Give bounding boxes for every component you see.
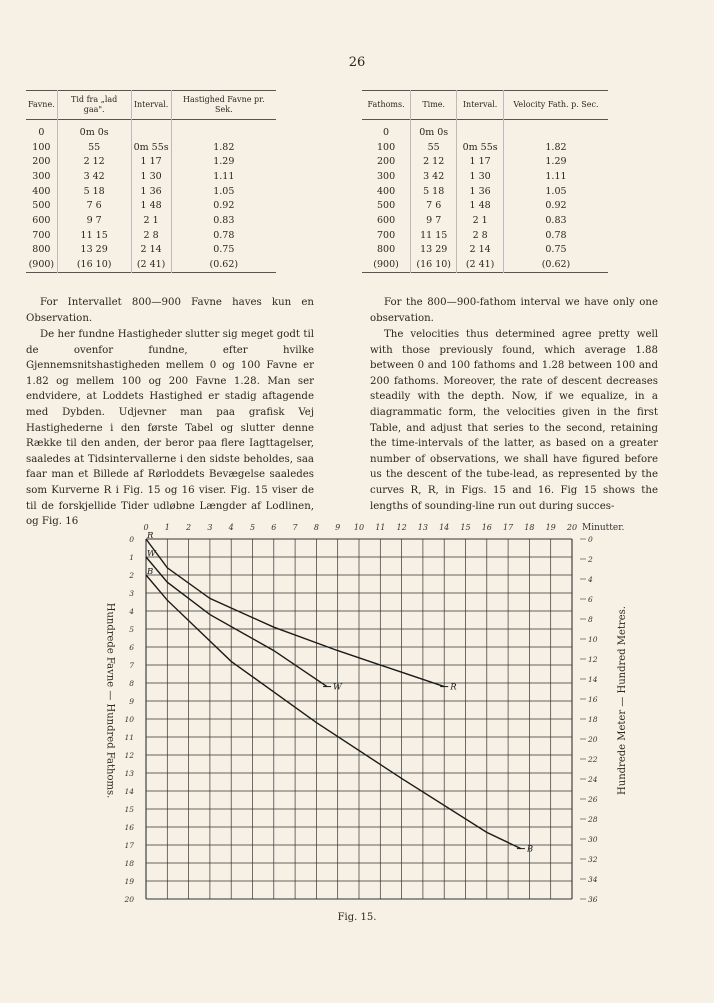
table-cell: 1.29 [171, 154, 276, 169]
table-cell: 0.78 [503, 228, 608, 243]
table-cell: 13 29 [411, 243, 457, 258]
table-cell: 0.92 [171, 198, 276, 213]
table-cell: (2 41) [457, 257, 504, 272]
table-cell: 2 12 [411, 154, 457, 169]
table-cell: 13 29 [57, 243, 131, 258]
y-right-tick-label: 2 [588, 555, 593, 564]
y-right-tick-label: 30 [588, 835, 598, 844]
y-axis-label-left: Hundrede Favne — Hundred Fathoms. [104, 602, 116, 798]
table-cell: 700 [32, 229, 51, 241]
x-tick-label: 1 [164, 523, 170, 532]
y-left-tick-label: 15 [124, 805, 134, 814]
table-cell: 2 1 [131, 213, 171, 228]
x-tick-label: 19 [545, 523, 556, 532]
column-header: Favne. [28, 100, 55, 109]
table-cell: 800 [32, 244, 51, 256]
y-axis-label-right: Hundrede Meter — Hundred Metres. [616, 605, 628, 795]
y-right-tick-label: 32 [588, 855, 598, 864]
y-left-tick-label: 1 [129, 553, 134, 562]
x-tick-label: 6 [271, 523, 277, 532]
table-cell: 2 8 [131, 228, 171, 243]
table-cell: (900) [28, 259, 55, 271]
table-cell: 1 36 [457, 184, 504, 199]
table-cell: 600 [376, 214, 396, 226]
table-cell: 1.11 [503, 169, 608, 184]
table-cell: 1 17 [457, 154, 504, 169]
y-right-tick-label: 36 [588, 895, 598, 904]
x-tick-label: 0 [143, 523, 149, 532]
y-left-tick-label: 6 [129, 643, 134, 652]
y-left-tick-label: 20 [124, 895, 134, 904]
table-cell: 2 14 [131, 243, 171, 258]
table-cell: 200 [376, 156, 396, 168]
y-right-tick-label: 26 [588, 795, 598, 804]
curve-end-label-w: W [333, 682, 342, 693]
table-cell: 7 6 [57, 198, 131, 213]
table-cell: 0m 0s [57, 120, 131, 140]
column-header: Tid fra „lad gaa". [57, 91, 131, 120]
table-cell: 500 [376, 200, 396, 212]
x-tick-label: 8 [313, 523, 319, 532]
english-paragraph-2: The velocities thus determined agree pretty well with those previously found, which average 1.88 between 0 and 100 fathoms and 1.28 between 100 and 200 fathoms. Moreover, the rate of descent decreases steadily with the depth. Now, if we equalize, in a diagrammatic form, the velocities given in the first Table, and adjust that series to the second, retaining the time-intervals of the latter, as based on a greater number of observations, we shall have figured before us the descent of the tube-lead, as represented by the curves R, R, in Figs. 15 and 16. Fig 15 shows the lengths of sounding-line run out during succes- [370, 329, 658, 512]
table-cell: 200 [32, 156, 51, 168]
y-right-tick-label: 20 [588, 735, 598, 744]
table-cell: 400 [32, 185, 51, 197]
y-left-tick-label: 2 [129, 571, 134, 580]
table-cell: 300 [32, 170, 51, 182]
table-cell: 1.29 [503, 154, 608, 169]
x-tick-label: 9 [335, 523, 341, 532]
table-cell: 0.75 [171, 243, 276, 258]
table-cell: (16 10) [411, 257, 457, 272]
curve-start-label-b: B [147, 567, 154, 577]
table-cell: 0m 55s [457, 140, 504, 155]
table-cell: 700 [376, 229, 396, 241]
table-cell: 2 14 [457, 243, 504, 258]
y-right-tick-label: 16 [588, 695, 598, 704]
table-cell: 1.82 [171, 140, 276, 155]
y-left-tick-label: 10 [124, 715, 134, 724]
column-header: Interval. [457, 91, 504, 120]
table-cell: 600 [32, 214, 51, 226]
column-header: Fathoms. [367, 100, 405, 109]
x-tick-label: 10 [353, 523, 365, 532]
y-left-tick-label: 7 [129, 661, 134, 670]
table-cell: 1.05 [503, 184, 608, 199]
curve-b [146, 575, 521, 849]
x-tick-label: 14 [439, 523, 450, 532]
table-cell: 9 7 [411, 213, 457, 228]
table-cell: 1.11 [171, 169, 276, 184]
x-tick-label: 11 [375, 523, 386, 532]
table-cell: 0.75 [503, 243, 608, 258]
y-left-tick-label: 0 [129, 535, 134, 544]
table-cell: 0 [383, 126, 390, 138]
table-cell: 11 15 [411, 228, 457, 243]
y-left-tick-label: 3 [129, 589, 134, 598]
table-cell: 0m 55s [131, 140, 171, 155]
y-right-tick-label: 4 [588, 575, 593, 584]
page-number: 26 [348, 55, 366, 70]
table-cell: 0m 0s [411, 120, 457, 140]
table-cell: 0.83 [171, 213, 276, 228]
y-left-tick-label: 12 [124, 751, 134, 760]
table-cell: 2 8 [457, 228, 504, 243]
x-tick-label: 15 [460, 523, 471, 532]
y-left-tick-label: 18 [124, 859, 134, 868]
curve-start-label-r: R [147, 531, 154, 541]
y-left-tick-label: 16 [124, 823, 134, 832]
curve-w [146, 557, 327, 687]
x-tick-label: 7 [292, 523, 298, 532]
table-cell: 500 [32, 200, 51, 212]
table-cell: 1 48 [131, 198, 171, 213]
table-cell: (0.62) [503, 257, 608, 272]
x-tick-label: 17 [503, 523, 514, 532]
x-tick-label: 13 [417, 523, 428, 532]
y-right-tick-label: 18 [588, 715, 598, 724]
y-left-tick-label: 11 [124, 733, 134, 742]
table-cell: 5 18 [57, 184, 131, 199]
column-header: Hastighed Favne pr. Sek. [171, 91, 276, 120]
y-right-tick-label: 14 [588, 675, 598, 684]
table-cell: 1 30 [131, 169, 171, 184]
figure-caption: Fig. 15. [337, 912, 377, 923]
table-cell: 1.05 [171, 184, 276, 199]
table-cell: (0.62) [171, 257, 276, 272]
table-cell: 55 [57, 140, 131, 155]
y-right-tick-label: 22 [588, 755, 598, 764]
x-tick-label: 2 [186, 523, 192, 532]
x-tick-label: 18 [524, 523, 535, 532]
table-cell: (2 41) [131, 257, 171, 272]
table-cell: 7 6 [411, 198, 457, 213]
y-right-tick-label: 8 [588, 615, 593, 624]
x-tick-label: 12 [396, 523, 407, 532]
y-right-tick-label: 28 [588, 815, 598, 824]
y-right-tick-label: 24 [588, 775, 598, 784]
table-cell: 300 [376, 170, 396, 182]
table-cell: (16 10) [57, 257, 131, 272]
danish-paragraph-2: De her fundne Hastigheder slutter sig meget godt til de ovenfor fundne, efter hvilke Gjennemsnitshastigheden mellem 0 og 100 Favne er 1.82 og mellem 100 og 200 Favne 1.28. Man ser endvidere, at Loddets Hastighed er stadig aftagende med Dybden. Udjevner man paa grafisk Vej Hastighederne i den første Tabel og slutter denne Række til den anden, der beror paa flere Iagttagelser, saaledes at Tidsintervallerne i den sidste beholdes, saa faar man et Billede af Rørloddets Bevægelse saaledes som Kurverne R i Fig. 15 og 16 viser. Fig. 15 viser de til de forskjellide Tider udløbne Længder af Lodlinen, og Fig. 16 [26, 329, 314, 528]
english-paragraph-1: For the 800—900-fathom interval we have only one observation. [370, 297, 658, 324]
curve-start-label-w: W [147, 549, 156, 559]
table-cell: 3 42 [411, 169, 457, 184]
table-cell: 55 [411, 140, 457, 155]
table-cell: 11 15 [57, 228, 131, 243]
danish-paragraph-1: For Intervallet 800—900 Favne haves kun en Observation. [26, 297, 314, 324]
y-left-tick-label: 14 [124, 787, 134, 796]
table-cell: 9 7 [57, 213, 131, 228]
y-right-tick-label: 0 [588, 535, 593, 544]
table-cell: 0.78 [171, 228, 276, 243]
table-cell: 1.82 [503, 140, 608, 155]
table-cell: 400 [376, 185, 396, 197]
curve-end-label-r: R [450, 682, 457, 693]
table-cell: 0.83 [503, 213, 608, 228]
table-cell: 1 48 [457, 198, 504, 213]
table-cell: 100 [376, 141, 396, 153]
x-tick-label: 5 [249, 523, 256, 532]
table-cell: 1 30 [457, 169, 504, 184]
y-left-tick-label: 4 [129, 607, 134, 616]
y-right-tick-label: 34 [588, 875, 598, 884]
table-cell: 3 42 [57, 169, 131, 184]
table-cell: 0 [38, 126, 45, 138]
table-cell: 1 17 [131, 154, 171, 169]
table-cell: 2 12 [57, 154, 131, 169]
table-cell: 2 1 [457, 213, 504, 228]
x-tick-label: 20 [566, 523, 578, 532]
y-left-tick-label: 13 [124, 769, 134, 778]
table-cell: (900) [373, 259, 399, 271]
table-cell: 800 [376, 244, 396, 256]
table-cell: 0.92 [503, 198, 608, 213]
y-right-tick-label: 6 [588, 595, 593, 604]
y-left-tick-label: 9 [129, 697, 134, 706]
x-tick-label: 16 [481, 523, 492, 532]
y-left-tick-label: 8 [129, 679, 134, 688]
table-cell: 100 [32, 141, 51, 153]
column-header: Velocity Fath. p. Sec. [503, 91, 608, 120]
y-left-tick-label: 17 [124, 841, 134, 850]
column-header: Interval. [131, 91, 171, 120]
column-header: Time. [411, 91, 457, 120]
x-axis-label: Minutter. [582, 523, 625, 533]
y-left-tick-label: 5 [129, 625, 134, 634]
x-tick-label: 3 [207, 523, 213, 532]
curve-end-label-b: B [526, 844, 534, 855]
table-cell: 5 18 [411, 184, 457, 199]
x-tick-label: 4 [228, 523, 234, 532]
y-right-tick-label: 10 [588, 635, 598, 644]
table-cell: 1 36 [131, 184, 171, 199]
y-left-tick-label: 19 [124, 877, 134, 886]
y-right-tick-label: 12 [588, 655, 598, 664]
